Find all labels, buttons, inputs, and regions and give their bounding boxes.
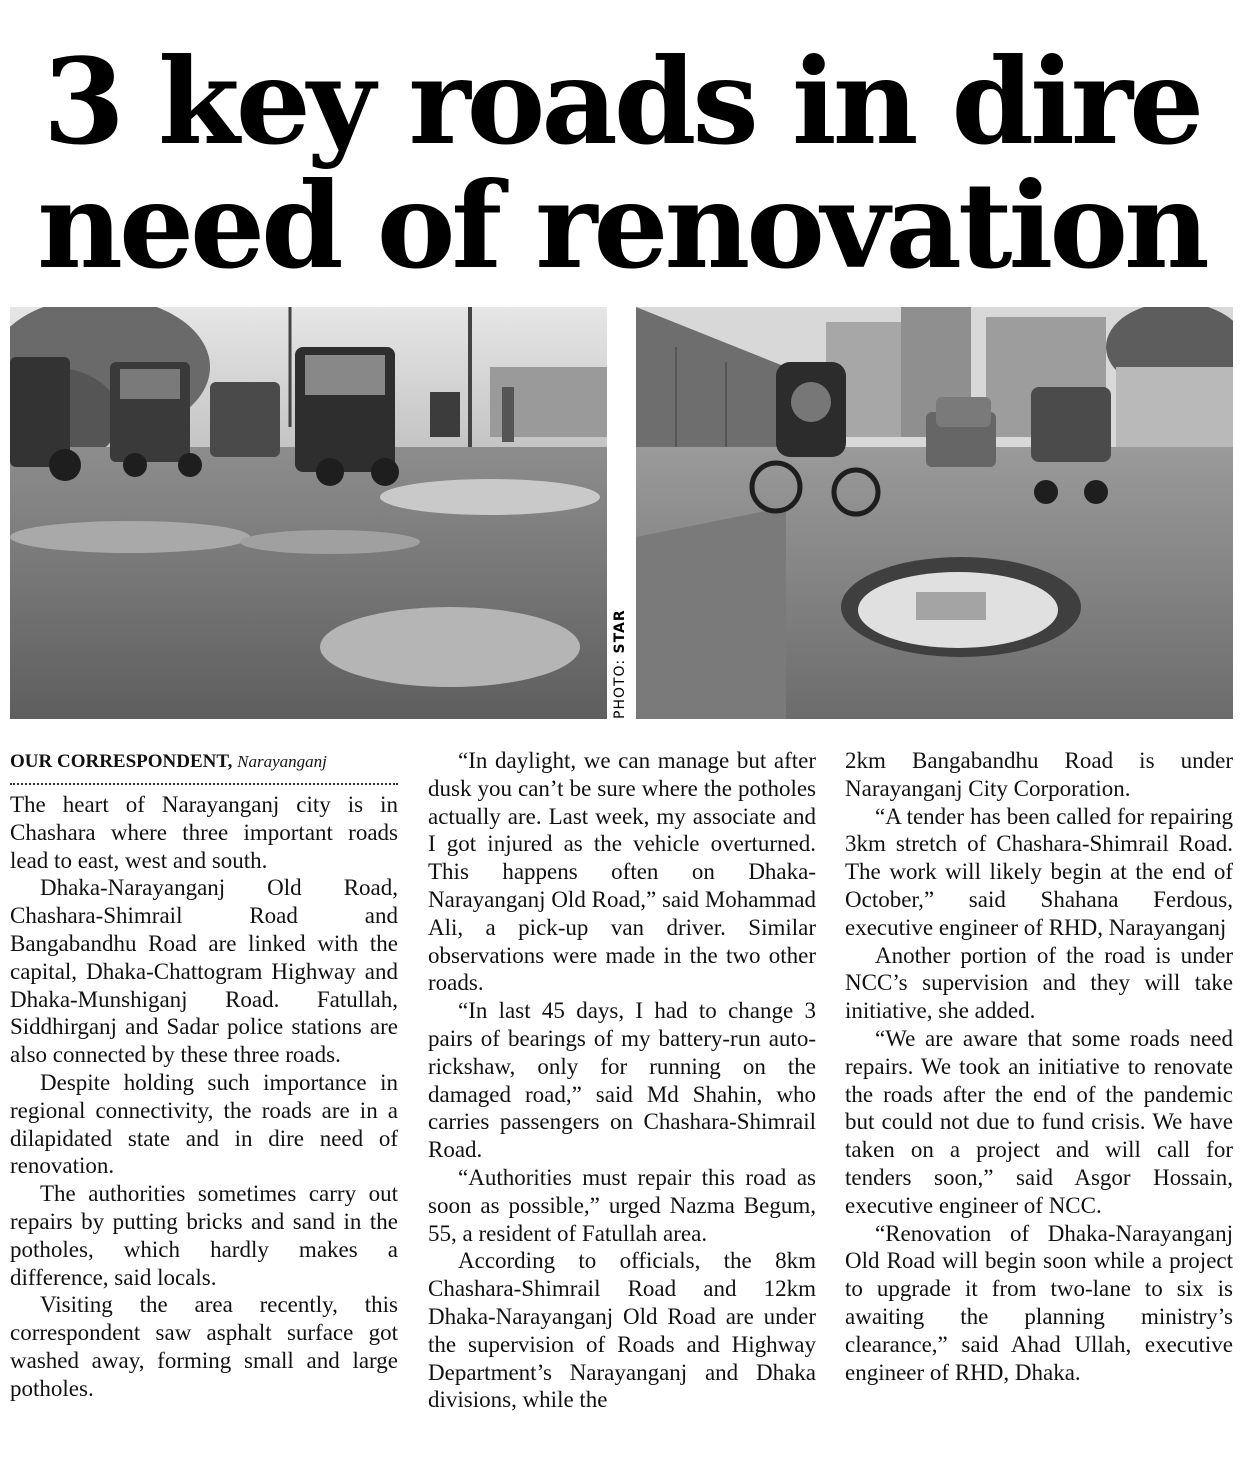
byline-location: Narayanganj — [237, 752, 327, 771]
photo-pothole-with-water — [636, 307, 1233, 719]
paragraph: Despite holding such importance in regional connectivity, the roads are in a dilapidated state and in dire need of renovation. — [10, 1069, 398, 1179]
paragraph: Another portion of the road is under NCC’s supervision and they will take initiative, she added. — [845, 942, 1233, 1024]
photo-damaged-road-rickshaws — [10, 307, 607, 719]
paragraph: “In daylight, we can manage but after dusk you can’t be sure where the potholes actually are. Last week, my associate and I got injured as the vehicle overturned. This happens often on Dhaka-Narayanganj Old Road,” said Mohammad Ali, a pick-up van driver. Similar observations were made in the two other roads. — [428, 748, 816, 996]
photo-credit — [612, 609, 628, 719]
paragraph: Visiting the area recently, this correspondent saw asphalt surface got washed away, forming small and large potholes. — [10, 1292, 398, 1401]
paragraph: “Authorities must repair this road as soon as possible,” urged Nazma Begum, 55, a resident of Fatullah area. — [428, 1164, 816, 1246]
paragraph: “A tender has been called for repairing 3km stretch of Chashara-Shimrail Road. The work will likely begin at the end of October,” said Shahana Ferdous, executive engineer of RHD, Narayanganj — [845, 803, 1233, 940]
article-column-1 — [10, 747, 398, 1403]
byline-author: OUR CORRESPONDENT, — [10, 751, 233, 772]
paragraph: Dhaka-Narayanganj Old Road, Chashara-Shimrail Road and Bangabandhu Road are linked with the capital, Dhaka-Chattogram Highway and Dhaka-Munshiganj Road. Fatullah, Siddhirganj and Sadar police stations are also connected by these three roads. — [10, 875, 398, 1068]
paragraph: “We are aware that some roads need repairs. We took an initiative to renovate the roads after the end of the pandemic but could not due to fund crisis. We have taken on a project and will call for tenders soon,” said Asgor Hossain, executive engineer of NCC. — [845, 1025, 1233, 1218]
byline — [10, 747, 398, 785]
headline — [0, 32, 1243, 295]
photo-credit-prefix: PHOTO: — [612, 658, 628, 719]
paragraph: 2km Bangabandhu Road is under Narayanganj City Corporation. — [845, 748, 1233, 801]
paragraph: The heart of Narayanganj city is in Chashara where three important roads lead to east, west and south. — [10, 792, 398, 873]
article-column-3 — [845, 747, 1233, 1386]
photo-credit-source: STAR — [612, 609, 628, 654]
paragraph: “Renovation of Dhaka-Narayanganj Old Road will begin soon while a project to upgrade it from two-lane to six is awaiting the planning ministry’s clearance,” said Ahad Ullah, executive engineer of RHD, Dhaka. — [845, 1220, 1233, 1385]
article-column-2 — [428, 747, 816, 1414]
paragraph: “In last 45 days, I had to change 3 pairs of bearings of my battery-run auto-rickshaw, only for running on the damaged road,” said Md Shahin, who carries passengers on Chashara-Shimrail Road. — [428, 998, 816, 1163]
headline-line-2: need of renovation — [37, 156, 1206, 295]
headline-line-1: 3 key roads in dire — [42, 32, 1201, 171]
paragraph: According to officials, the 8km Chashara-Shimrail Road and 12km Dhaka-Narayanganj Old Road are under the supervision of Roads and Highway Department’s Narayanganj and Dhaka divisions, while the — [428, 1248, 816, 1413]
paragraph: The authorities sometimes carry out repairs by putting bricks and sand in the potholes, which hardly makes a difference, said locals. — [10, 1181, 398, 1290]
